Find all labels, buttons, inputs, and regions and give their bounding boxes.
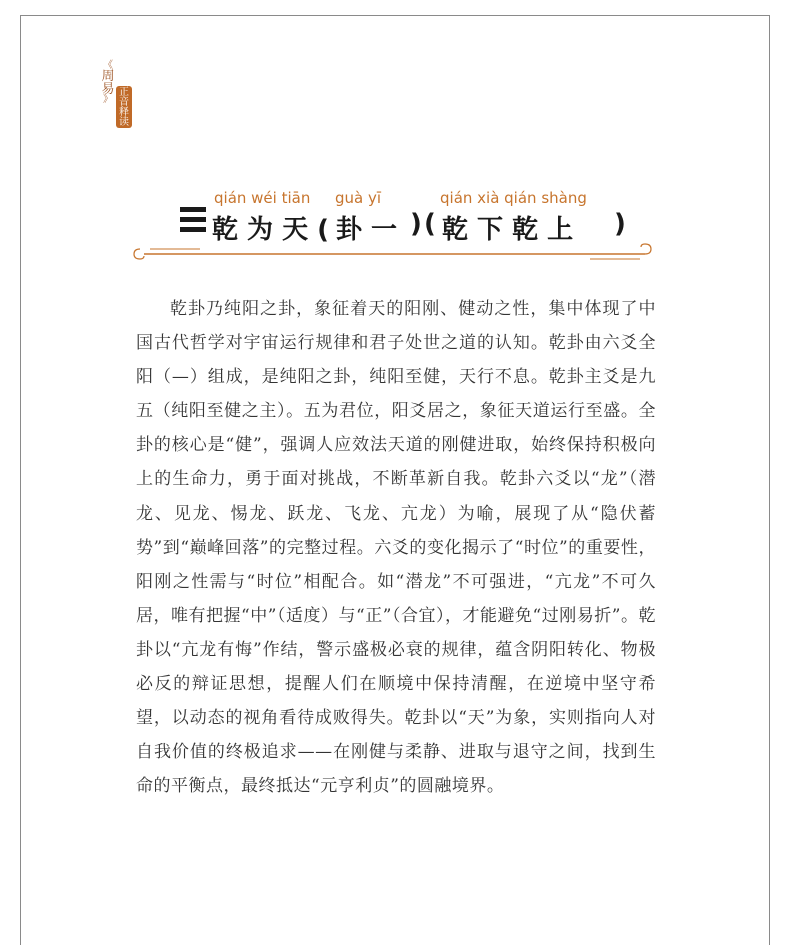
- heading-gua-yi: 卦 一: [336, 215, 398, 245]
- book-seal: [96, 62, 142, 132]
- decorative-underline: [130, 241, 655, 261]
- bracket-close: 》: [103, 94, 113, 105]
- stamp-char-1: 正: [119, 87, 129, 98]
- stamp-char-2: 音: [119, 97, 129, 108]
- heading-paren-open-2: (: [424, 209, 436, 239]
- heading-paren-close-2: ): [614, 209, 626, 239]
- body-paragraph: 乾卦乃纯阳之卦，象征着天的阳刚、健动之性，集中体现了中国古代哲学对宇宙运行规律和君子处世之道的认知。乾卦由六爻全阳（—）组成，是纯阳之卦，纯阳至健，天行不息。乾卦主爻是九五（纯阳至健之主）。五为君位，阳爻居之，象征天道运行至盛。全卦的核心是“健”，强调人应效法天道的刚健进取，始终保持积极向上的生命力，勇于面对挑战，不断革新自我。乾卦六爻以“龙”（潜龙、见龙、惕龙、跃龙、飞龙、亢龙）为喻，展现了从“隐伏蓄势”到“巅峰回落”的完整过程。六爻的变化揭示了“时位”的重要性，阳刚之性需与“时位”相配合。如“潜龙”不可强进，“亢龙”不可久居，唯有把握“中”（适度）与“正”（合宜），才能避免“过刚易折”。乾卦以“亢龙有悔”作结，警示盛极必衰的规律，蕴含阴阳转化、物极必反的辩证思想，提醒人们在顺境中保持清醒，在逆境中坚守希望，以动态的视角看待成败得失。乾卦以“天”为象，实则指向人对自我价值的终极追求——在刚健与柔静、进取与退守之间，找到生命的平衡点，最终抵达“元亨利贞”的圆融境界。: [136, 299, 656, 797]
- hexagram-heading: [0, 185, 790, 265]
- pinyin-qian-wei-tian: qián wéi tiān: [214, 189, 311, 207]
- pinyin-qian-xia-qian-shang: qián xià qián shàng: [440, 189, 587, 207]
- qian-trigram-icon: [180, 207, 206, 237]
- heading-paren-close-1: ): [410, 209, 422, 239]
- seal-stamp: [116, 86, 132, 128]
- stamp-char-3: 释: [119, 107, 129, 118]
- heading-qian-xia-qian-shang: 乾 下 乾 上: [442, 215, 574, 245]
- heading-qian-wei-tian: 乾 为 天 (: [212, 215, 330, 245]
- book-title-char-1: 周: [101, 69, 115, 84]
- book-title-char-2: 易: [101, 82, 115, 97]
- bracket-open: 《: [103, 60, 113, 71]
- pinyin-gua-yi: guà yī: [335, 189, 382, 207]
- stamp-char-4: 读: [119, 117, 129, 128]
